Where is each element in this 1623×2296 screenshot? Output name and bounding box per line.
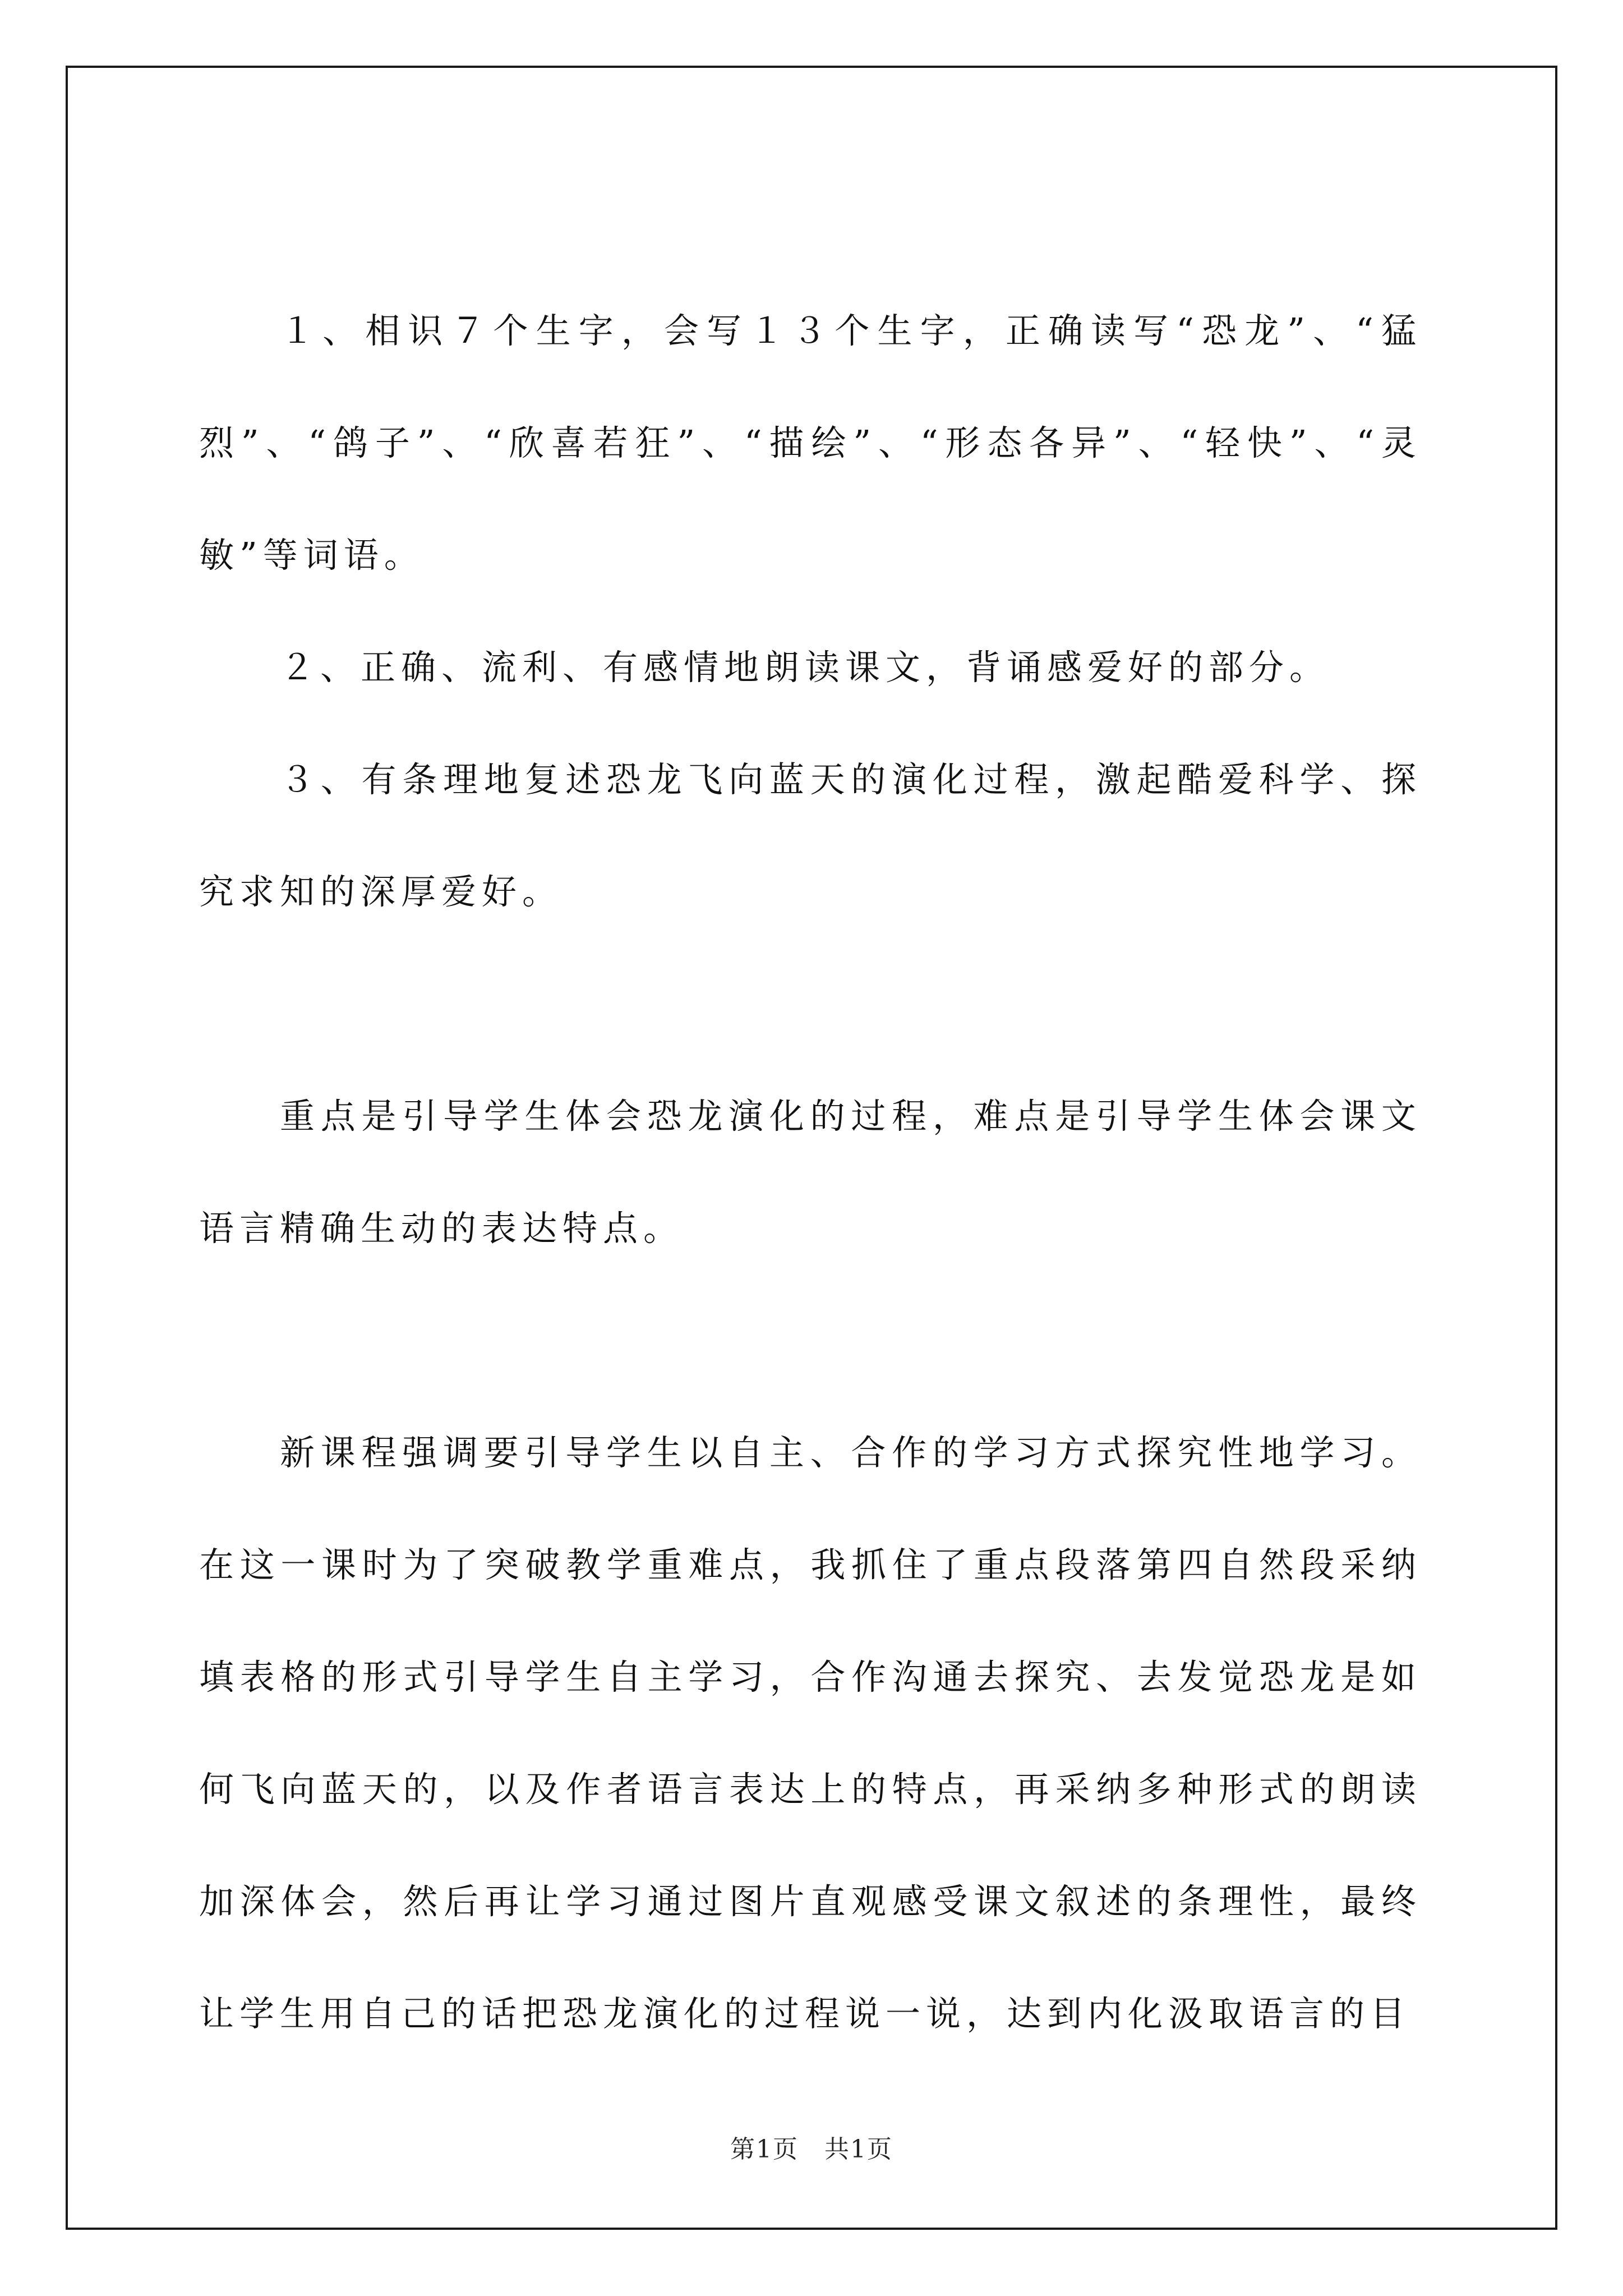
objective-3: ３、有条理地复述恐龙飞向蓝天的演化过程，激起酷爱科学、探究求知的深厚爱好。 xyxy=(199,759,1422,912)
key-points-paragraph: 重点是引导学生体会恐龙演化的过程，难点是引导学生体会课文语言精确生动的表达特点。 xyxy=(199,1096,1422,1249)
objective-2: ２、正确、流利、有感情地朗读课文，背诵感爱好的部分。 xyxy=(280,647,1330,688)
method-paragraph: 新课程强调要引导学生以自主、合作的学习方式探究性地学习。在这一课时为了突破教学重难点，我抓住了重点段落第四自然段采纳填表格的形式引导学生自主学习，合作沟通去探究、去发觉恐龙是如何飞向蓝天的，以及作者语言表达上的特点，再采纳多种形式的朗读加深体会，然后再让学习通过图片直观感受课文叙述的条理性，最终让学生用自己的话把恐龙演化的过程说一说，达到内化汲取语言的目 xyxy=(199,1432,1422,2034)
page-number: 第1页 共1页 xyxy=(730,2135,893,2164)
objective-1: １、相识７个生字，会写１３个生字，正确读写“恐龙”、“猛烈”、“鸽子”、“欣喜若狂”、“描绘”、“形态各异”、“轻快”、“灵敏”等词语。 xyxy=(199,310,1422,576)
section-gap xyxy=(199,948,1422,1060)
document-body xyxy=(199,275,1422,2070)
section-gap xyxy=(199,1285,1422,1397)
